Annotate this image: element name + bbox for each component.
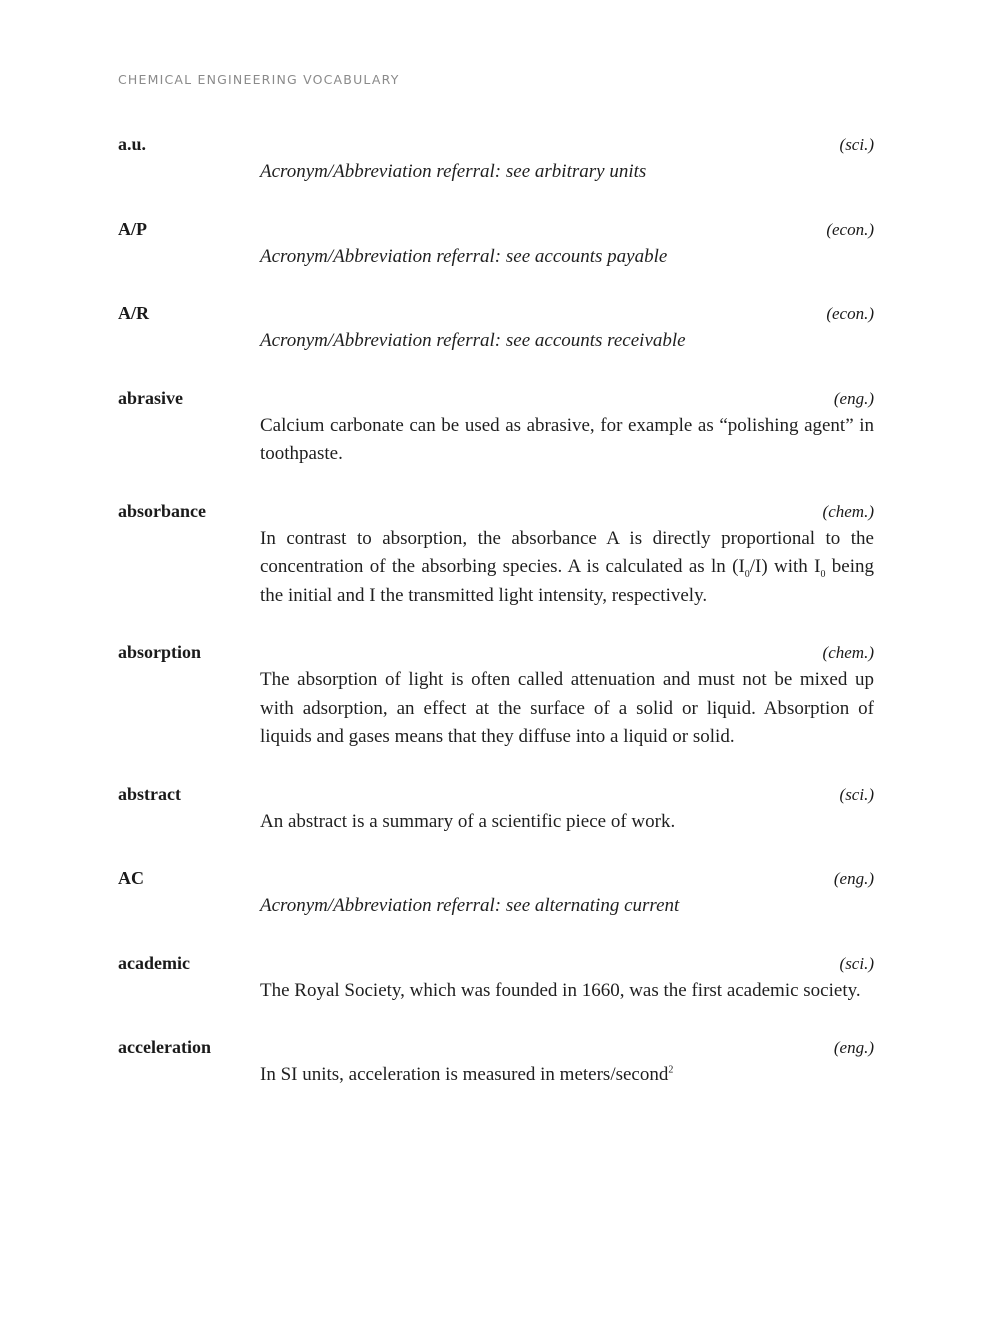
running-header: CHEMICAL ENGINEERING VOCABULARY: [118, 72, 400, 87]
entry-term: A/R: [118, 303, 149, 323]
entry-definition: Acronym/Abbreviation referral: see alternating current: [260, 895, 680, 916]
entry-term: A/P: [118, 218, 147, 239]
entry-category: (sci.): [839, 135, 874, 154]
subscript: 0: [820, 568, 826, 580]
glossary-entry-ac: [118, 864, 874, 921]
entry-category: (sci.): [839, 953, 874, 973]
entry-category: (chem.): [822, 501, 874, 521]
entry-definition: [260, 1061, 874, 1090]
glossary-entry-absorption: [118, 638, 874, 752]
glossary-entry-abstract: [118, 780, 874, 837]
entry-definition: An abstract is a summary of a scientific piece of work.: [260, 810, 676, 832]
definition-text: In contrast to absorption, the absorbance A is directly proportional to the concentration of the absorbing species. A is calculated as ln (I: [260, 527, 874, 577]
entry-term: academic: [118, 952, 190, 973]
definition-text: In SI units, acceleration is measured in meters/second: [260, 1064, 669, 1085]
entry-term: absorption: [118, 642, 202, 662]
definition-text: /I) with I: [749, 556, 821, 577]
glossary-entry-ar: [118, 299, 874, 356]
glossary-entry-acceleration: [118, 1033, 874, 1090]
entry-category: (sci.): [839, 784, 874, 804]
definition-text: being the initial and I the transmitted light intensity, respectively.: [260, 556, 874, 606]
glossary-entries: [118, 130, 874, 1090]
entry-definition: Acronym/Abbreviation referral: see arbitrary units: [260, 161, 647, 182]
entry-category: (econ.): [826, 304, 874, 323]
glossary-entry-absorbance: [118, 497, 874, 611]
entry-definition: Acronym/Abbreviation referral: see accounts payable: [260, 245, 668, 267]
glossary-entry-au: [118, 130, 874, 187]
subscript: 0: [744, 568, 750, 580]
entry-category: (econ.): [826, 219, 874, 239]
entry-term: abrasive: [118, 387, 183, 408]
entry-definition: The absorption of light is often called attenuation and must not be mixed up with adsorption, an effect at the surface of a solid or liquid. Absorption of liquids and gases means that they diffuse into a liquid or solid.: [260, 669, 874, 747]
glossary-entry-academic: [118, 949, 874, 1006]
entry-category: (eng.): [833, 388, 874, 408]
entry-term: a.u.: [118, 134, 147, 154]
entry-term: absorbance: [118, 500, 207, 521]
entry-definition: Acronym/Abbreviation referral: see accounts receivable: [260, 330, 686, 351]
glossary-entry-abrasive: [118, 384, 874, 469]
entry-category: (eng.): [833, 1038, 874, 1057]
entry-category: (chem.): [822, 643, 874, 662]
superscript: 2: [668, 1064, 674, 1076]
entry-definition: The Royal Society, which was founded in 1660, was the first academic society.: [260, 979, 861, 1001]
entry-term: abstract: [118, 783, 181, 804]
entry-definition: [260, 525, 874, 611]
entry-term: acceleration: [118, 1037, 211, 1057]
entry-category: (eng.): [833, 869, 874, 888]
entry-term: AC: [118, 868, 144, 888]
glossary-entry-ap: [118, 215, 874, 272]
entry-definition: Calcium carbonate can be used as abrasive, for example as “polishing agent” in toothpaste.: [260, 414, 874, 464]
